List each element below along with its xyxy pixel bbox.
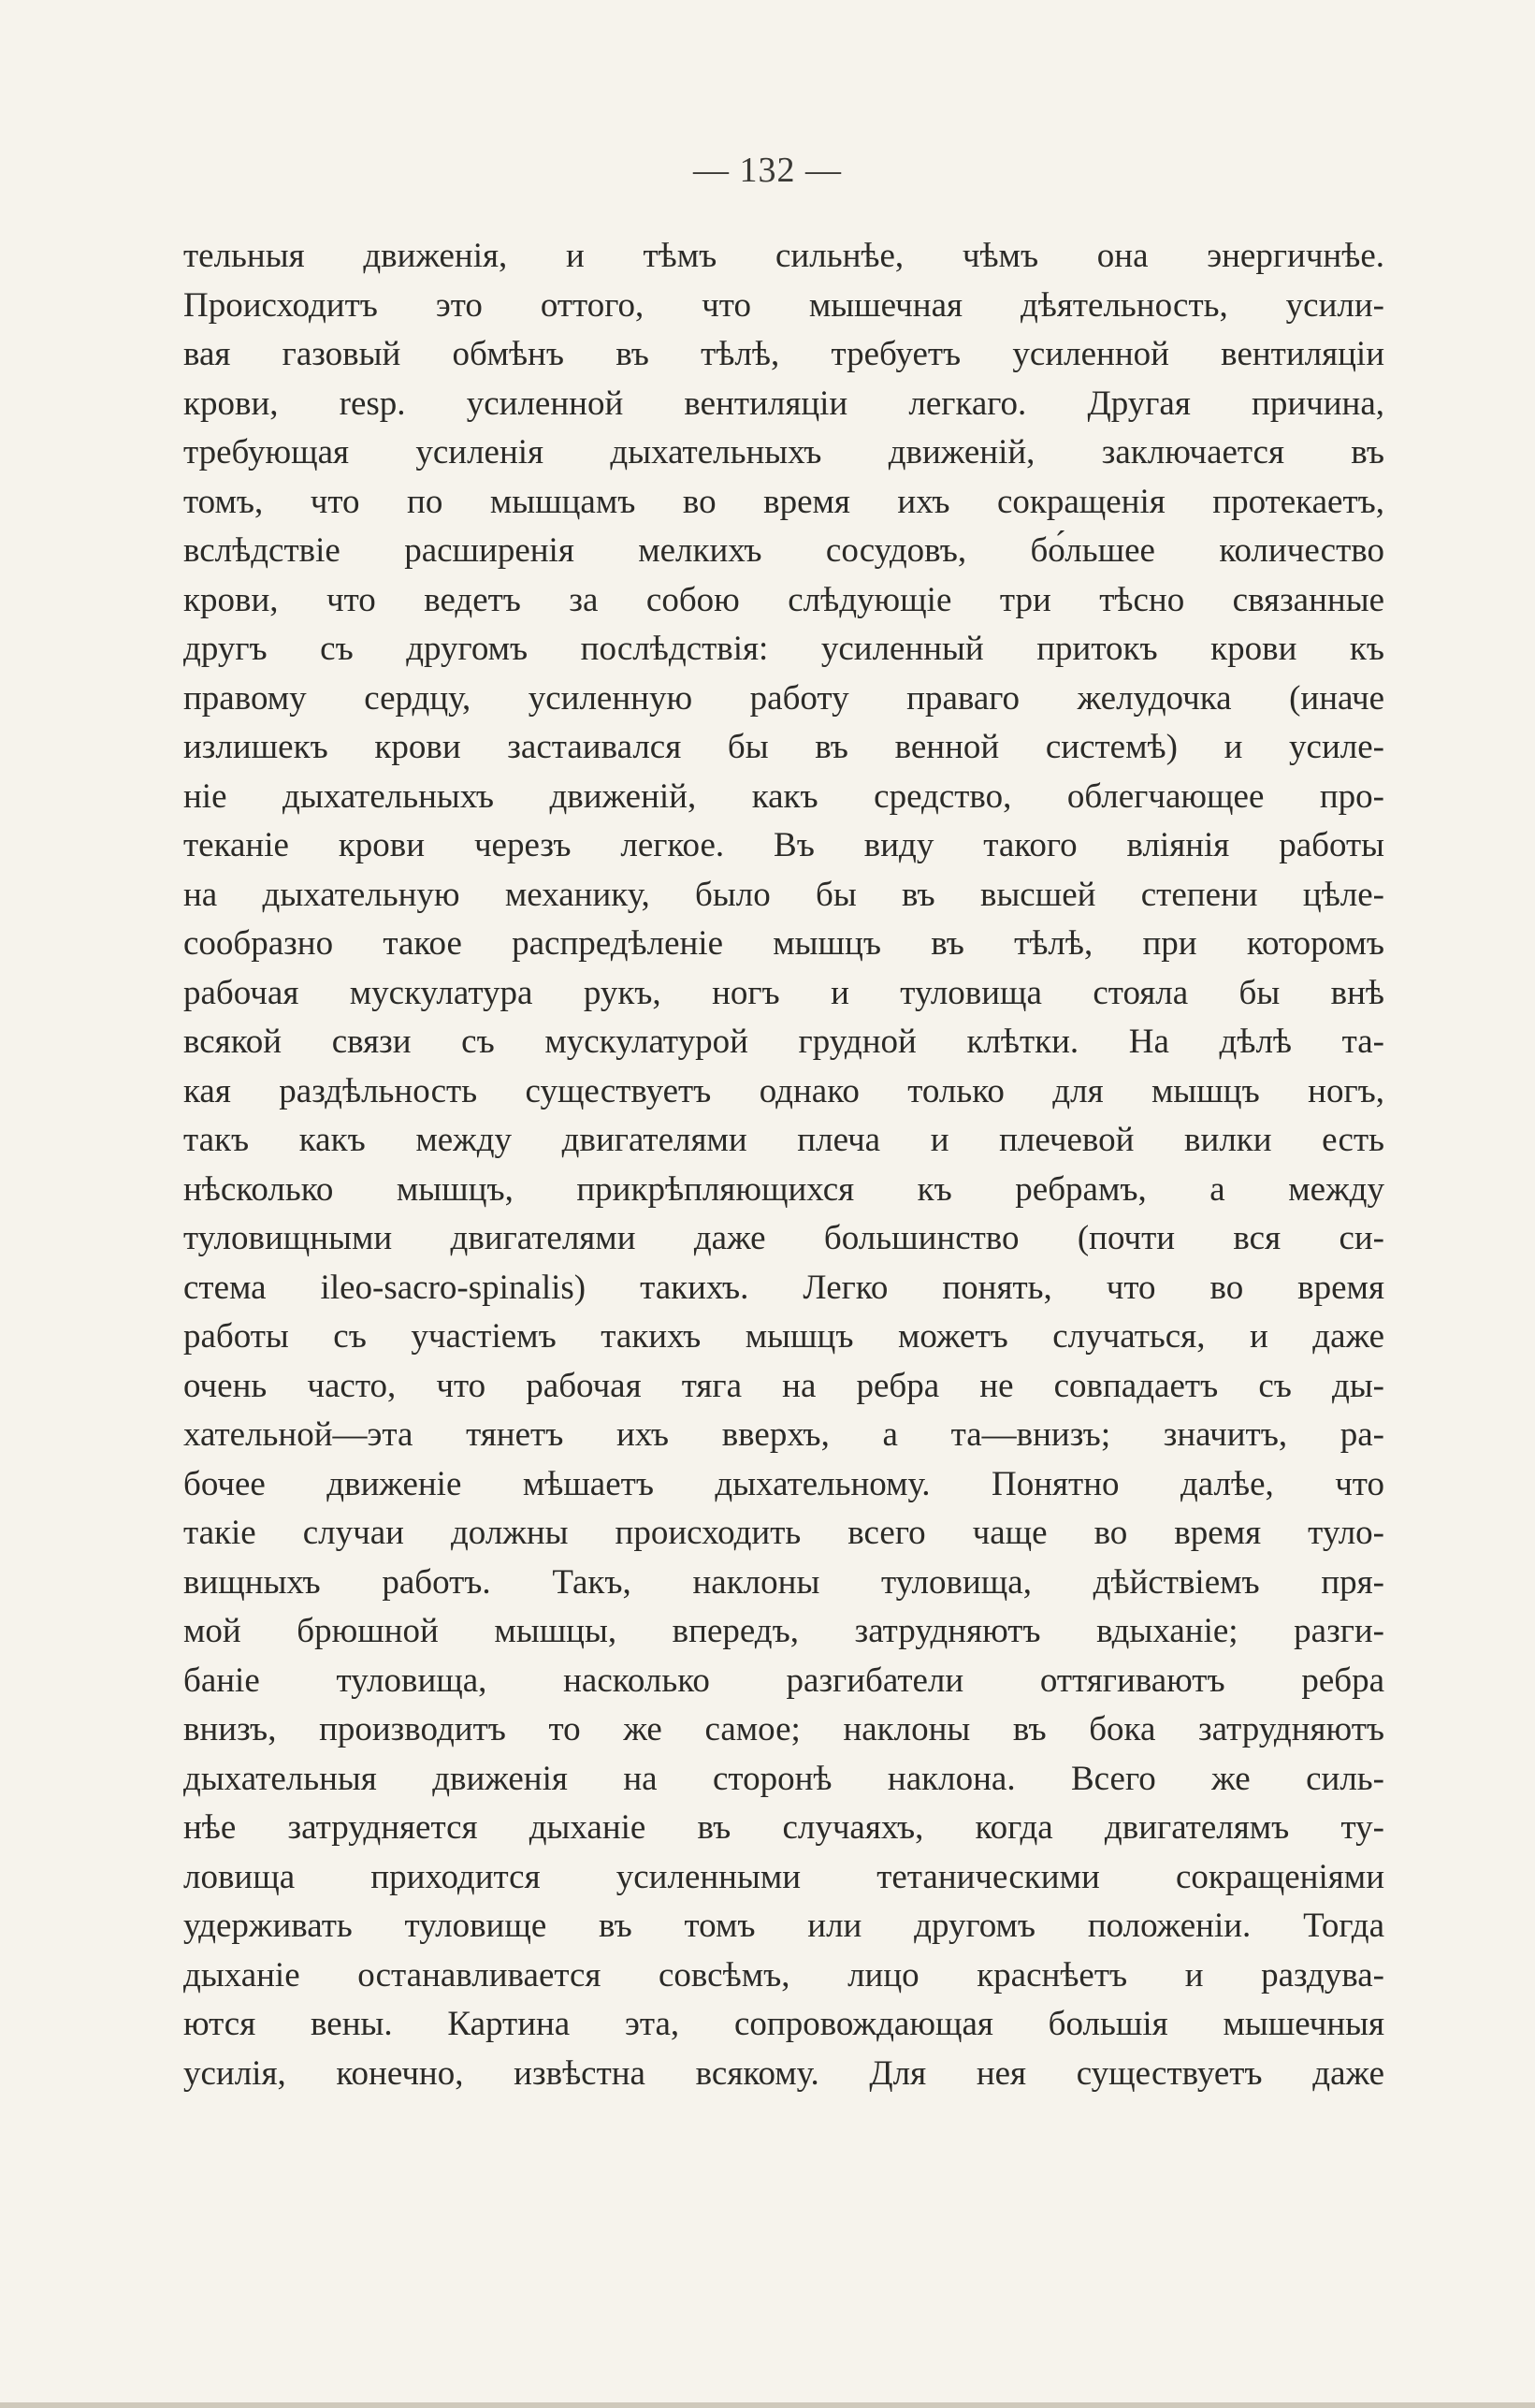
text-line: нѣсколько мышцъ, прикрѣпляющихся къ ребрамъ, а между: [183, 1169, 1384, 1209]
text-line: дыхательныя движенія на сторонѣ наклона. Всего же силь-: [183, 1759, 1384, 1798]
text-line: туловищными двигателями даже большинство (почти вся си-: [183, 1219, 1384, 1257]
text-line: мой брюшной мышцы, впередъ, затрудняютъ вдыханіе; разги-: [183, 1612, 1384, 1650]
text-line: сообразно такое распредѣленіе мышцъ въ тѣлѣ, при которомъ: [183, 924, 1384, 963]
page-edge: [0, 2402, 1535, 2408]
text-line: теканіе крови черезъ легкое. Въ виду такого вліянія работы: [183, 826, 1384, 864]
text-line: Происходитъ это оттого, что мышечная дѣятельность, усили-: [183, 285, 1384, 325]
text-line: излишекъ крови застаивался бы въ венной системѣ) и усиле-: [183, 728, 1384, 766]
text-line: баніе туловища, насколько разгибатели оттягиваютъ ребра: [183, 1661, 1384, 1700]
text-line: всякой связи съ мускулатурой грудной клѣтки. На дѣлѣ та-: [183, 1023, 1384, 1061]
text-line: ніе дыхательныхъ движеній, какъ средство, облегчающее про-: [183, 776, 1384, 816]
text-line: очень часто, что рабочая тяга на ребра не совпадаетъ съ ды-: [183, 1366, 1384, 1405]
text-line: крови, resp. усиленной вентиляціи легкаго. Другая причина,: [183, 384, 1384, 423]
text-line: хательной—эта тянетъ ихъ вверхъ, а та—внизъ; значитъ, ра-: [183, 1415, 1384, 1454]
text-line: стема ileo-sacro-spinalis) такихъ. Легко понять, что во время: [183, 1268, 1384, 1307]
text-line: бочее движеніе мѣшаетъ дыхательному. Понятно далѣе, что: [183, 1464, 1384, 1503]
body-text: [183, 232, 1384, 2098]
text-line: тельныя движенія, и тѣмъ сильнѣе, чѣмъ она энергичнѣе.: [183, 237, 1384, 275]
text-line: такіе случаи должны происходить всего чаще во время туло-: [183, 1514, 1384, 1552]
text-line: требующая усиленія дыхательныхъ движеній, заключается въ: [183, 433, 1384, 471]
text-line: усилія, конечно, извѣстна всякому. Для нея существуетъ даже: [183, 2053, 1384, 2093]
text-line: дыханіе останавливается совсѣмъ, лицо краснѣетъ и раздува-: [183, 1955, 1384, 1995]
text-line: правому сердцу, усиленную работу праваго желудочка (иначе: [183, 678, 1384, 718]
text-line: вслѣдствіе расширенія мелкихъ сосудовъ, бо́льшее количество: [183, 531, 1384, 570]
text-line: рабочая мускулатура рукъ, ногъ и туловища стояла бы внѣ: [183, 973, 1384, 1012]
page-number: — 132 —: [693, 151, 842, 190]
text-line: работы съ участіемъ такихъ мышцъ можетъ случаться, и даже: [183, 1317, 1384, 1356]
text-line: ются вены. Картина эта, сопровождающая большія мышечныя: [183, 2005, 1384, 2043]
text-line: внизъ, производитъ то же самое; наклоны въ бока затрудняютъ: [183, 1710, 1384, 1748]
text-line: нѣе затрудняется дыханіе въ случаяхъ, когда двигателямъ ту-: [183, 1808, 1384, 1847]
text-line: такъ какъ между двигателями плеча и плечевой вилки есть: [183, 1121, 1384, 1159]
text-line: томъ, что по мышцамъ во время ихъ сокращенія протекаетъ,: [183, 482, 1384, 521]
text-line: кая раздѣльность существуетъ однако только для мышцъ ногъ,: [183, 1071, 1384, 1110]
text-line: другъ съ другомъ послѣдствія: усиленный притокъ крови къ: [183, 630, 1384, 668]
text-line: ловища приходится усиленными тетаническими сокращеніями: [183, 1857, 1384, 1896]
text-line: вая газовый обмѣнъ въ тѣлѣ, требуетъ усиленной вентиляціи: [183, 335, 1384, 373]
text-line: на дыхательную механику, было бы въ высшей степени цѣле-: [183, 875, 1384, 914]
text-line: вищныхъ работъ. Такъ, наклоны туловища, дѣйствіемъ пря-: [183, 1562, 1384, 1602]
text-line: крови, что ведетъ за собою слѣдующіе три тѣсно связанные: [183, 580, 1384, 619]
text-line: удерживать туловище въ томъ или другомъ положеніи. Тогда: [183, 1907, 1384, 1945]
